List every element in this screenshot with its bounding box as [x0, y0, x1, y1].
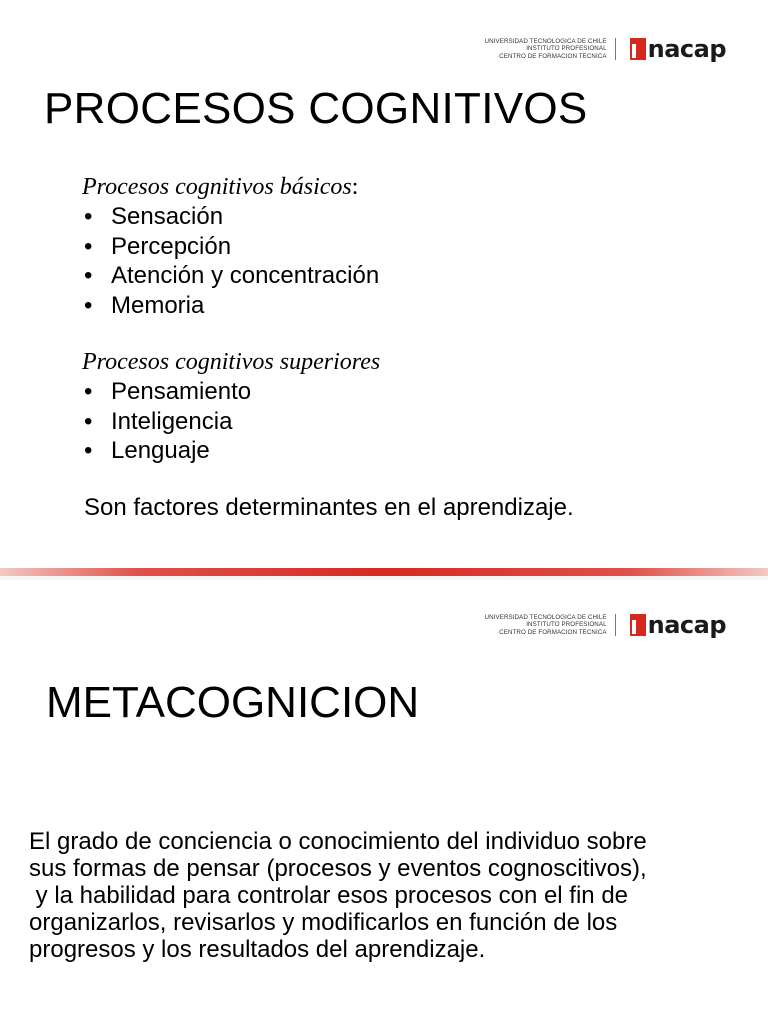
list-item: • Pensamiento [84, 377, 251, 407]
slide-header [485, 34, 726, 64]
institution-line-3: CENTRO DE FORMACION TECNICA [499, 628, 607, 636]
list-item: • Lenguaje [84, 436, 251, 466]
basic-processes-colon: : [351, 174, 359, 200]
institution-line-2: INSTITUTO PROFESIONAL [526, 45, 607, 53]
list-item: • Sensación [84, 202, 379, 232]
definition-paragraph [29, 828, 759, 963]
list-item: • Atención y concentración [84, 261, 379, 291]
superior-processes-list [84, 377, 251, 466]
definition-line: progresos y los resultados del aprendizaje. [29, 936, 486, 963]
slide-header [485, 610, 726, 640]
slide-title: METACOGNICION [46, 678, 420, 727]
institution-text [485, 38, 616, 61]
definition-line: organizarlos, revisarlos y modificarlos en función de los [29, 909, 618, 936]
closing-statement: Son factores determinantes en el aprendizaje. [84, 494, 574, 521]
basic-processes-label-text: Procesos cognitivos básicos [82, 174, 352, 200]
list-item: • Memoria [84, 291, 379, 321]
definition-line: y la habilidad para controlar esos procesos con el fin de [29, 882, 629, 909]
institution-line-2: INSTITUTO PROFESIONAL [526, 621, 607, 629]
institution-line-1: UNIVERSIDAD TECNOLOGICA DE CHILE [484, 37, 607, 45]
basic-processes-label [82, 174, 358, 201]
superior-processes-label: Procesos cognitivos superiores [82, 349, 381, 375]
slide-title: PROCESOS COGNITIVOS [44, 84, 588, 133]
logo-text: nacap [647, 35, 726, 63]
institution-text [485, 614, 616, 637]
list-item: • Percepción [84, 232, 379, 262]
logo-text: nacap [647, 611, 726, 639]
inacap-logo [630, 35, 726, 63]
institution-line-3: CENTRO DE FORMACION TECNICA [499, 52, 607, 60]
institution-line-1: UNIVERSIDAD TECNOLOGICA DE CHILE [484, 613, 607, 621]
logo-mark-icon [630, 38, 646, 60]
list-item: • Inteligencia [84, 407, 251, 437]
logo-mark-icon [630, 614, 646, 636]
basic-processes-list [84, 202, 379, 320]
slide-metacognicion [0, 580, 768, 1024]
definition-line: El grado de conciencia o conocimiento del individuo sobre [29, 828, 647, 855]
inacap-logo [630, 611, 726, 639]
definition-line: sus formas de pensar (procesos y eventos cognoscitivos), [29, 855, 647, 882]
